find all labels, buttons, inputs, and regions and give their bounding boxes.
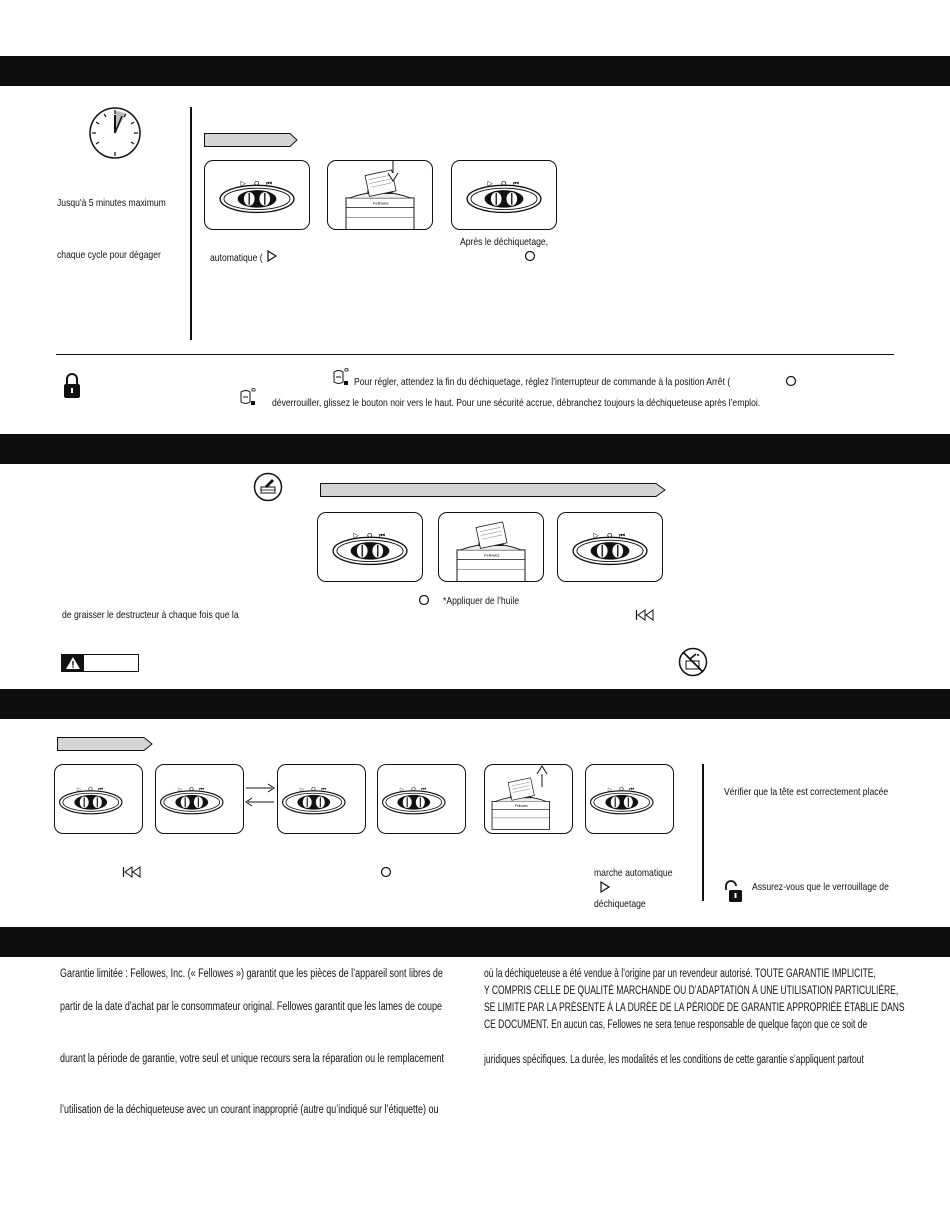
warranty-line: Garantie limitée : Fellowes, Inc. (« Fellowes ») garantit que les pièces de l’appareil sont libres de [60, 968, 443, 980]
control-switch-panel [585, 764, 674, 834]
reverse-icon [635, 609, 655, 621]
side-note: Assurez-vous que le verrouillage de [752, 881, 889, 893]
padlock-icon [63, 371, 81, 399]
caption-auto: marche automatique [594, 867, 673, 879]
lock-instructions: Pour régler, attendez la fin du déchiquetage, réglez l’interrupteur de commande à la position Arrêt ( [354, 376, 731, 388]
forward-icon [266, 250, 278, 262]
no-aerosol-icon [678, 647, 708, 677]
progress-arrow [57, 737, 153, 751]
safety-lock-icon [333, 368, 349, 388]
section-header-bar [0, 56, 950, 86]
control-switch-panel [277, 764, 366, 834]
oil-instruction: de graisser le destructeur à chaque fois que la [62, 609, 239, 621]
lock-instructions: déverrouiller, glissez le bouton noir vers le haut. Pour une sécurité accrue, débranchez toujours la déchiqueteuse après l’emploi. [272, 397, 761, 409]
timer-label: Jusqu'à 5 minutes maximum [57, 197, 166, 209]
caption-oil: *Appliquer de l’huile [443, 595, 520, 607]
arrow-up-icon [535, 765, 549, 787]
caption-auto: automatique ( [210, 252, 263, 264]
control-switch-panel [377, 764, 466, 834]
control-switch-panel [155, 764, 244, 834]
section-header-bar [0, 927, 950, 957]
control-switch-panel [54, 764, 143, 834]
warranty-line: juridiques spécifiques. La durée, les modalités et les conditions de cette garantie s’appliquent partout [484, 1054, 864, 1066]
control-switch-panel [317, 512, 423, 582]
progress-arrow [204, 133, 298, 147]
forward-icon [599, 881, 611, 893]
divider [56, 354, 894, 355]
caption-after: Après le déchiquetage, [460, 236, 549, 248]
oil-sheet-icon [253, 472, 283, 502]
shredder-reverse-panel [484, 764, 573, 834]
clock-icon [88, 106, 142, 160]
shredder-feed-panel [327, 160, 433, 230]
arrow-down-icon [386, 161, 400, 183]
safety-lock-icon [240, 388, 256, 408]
section-header-bar [0, 689, 950, 719]
progress-arrow [320, 483, 666, 497]
toggle-arrows-icon [244, 782, 276, 808]
off-icon [418, 594, 430, 606]
warranty-line: SE LIMITE PAR LA PRÉSENTE À LA DURÉE DE LA PÉRIODE DE GARANTIE APPROPRIÉE ÉTABLIE DANS [484, 1002, 905, 1014]
warranty-line: où la déchiqueteuse a été vendue à l’origine par un revendeur autorisé. TOUTE GARANTIE IMPLICITE, [484, 968, 876, 980]
shredder-oil-panel [438, 512, 544, 582]
control-switch-panel [204, 160, 310, 230]
warning-badge [61, 654, 139, 672]
warranty-line: CE DOCUMENT. En aucun cas, Fellowes ne sera tenue responsable de quelque façon que ce soit de [484, 1019, 868, 1031]
control-switch-panel [557, 512, 663, 582]
warranty-line: Y COMPRIS CELLE DE QUALITÉ MARCHANDE OU D’ADAPTATION À UNE UTILISATION PARTICULIÈRE, [484, 985, 899, 997]
warranty-line: partir de la date d’achat par le consommateur original. Fellowes garantit que les lames de coupe [60, 1001, 442, 1013]
unlock-icon [723, 878, 743, 904]
divider [190, 107, 192, 340]
warranty-line: l’utilisation de la déchiqueteuse avec un courant inapproprié (autre qu’indiqué sur l’étiquette) ou [60, 1104, 439, 1116]
caption-shredding: déchiquetage [594, 898, 646, 910]
side-note: Vérifier que la tête est correctement placée [724, 786, 889, 798]
off-icon [524, 250, 536, 262]
timer-label: chaque cycle pour dégager [57, 249, 161, 261]
off-icon [380, 866, 392, 878]
warranty-line: durant la période de garantie, votre seul et unique recours sera la réparation ou le remplacement [60, 1053, 444, 1065]
section-header-bar [0, 434, 950, 464]
off-icon [785, 375, 797, 387]
divider [702, 764, 704, 901]
control-switch-panel [451, 160, 557, 230]
reverse-icon [122, 866, 142, 878]
